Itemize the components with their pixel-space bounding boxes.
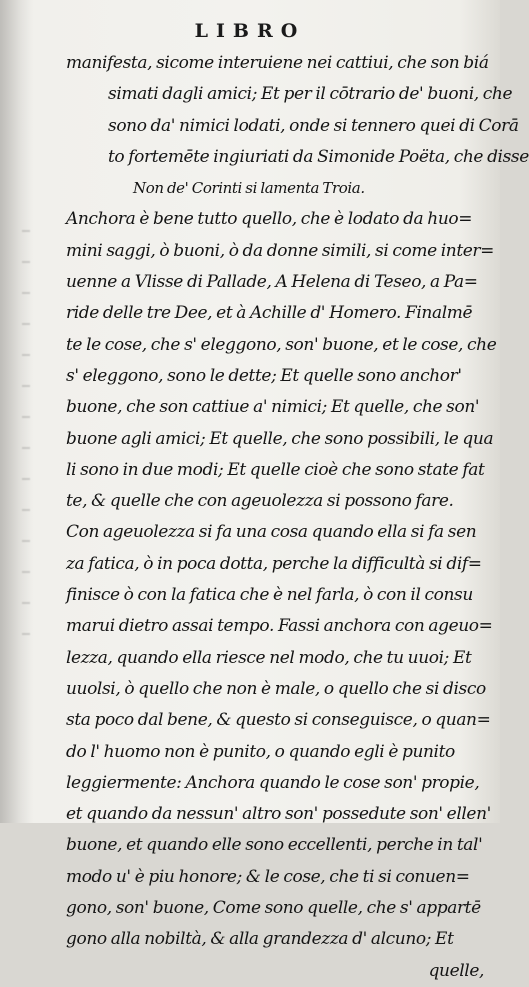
ink-bleed-through <box>22 230 30 660</box>
text-line: modo u' è piu honore; & le cose, che ti si conuen= <box>66 866 470 887</box>
text-line: to fortemēte ingiuriati da Simonide Poëta, che disse <box>108 146 529 167</box>
text-line: gono, son' buone, Come sono quelle, che s' appartē <box>66 898 481 919</box>
running-header: LIBRO <box>194 20 306 42</box>
text-line: uenne a Vlisse di Pallade, A Helena di Teseo, a Pa= <box>66 272 478 293</box>
text-line: leggiermente: Anchora quando le cose son' propie, <box>66 772 480 793</box>
text-line: te le cose, che s' eleggono, son' buone, et le cose, che <box>66 334 497 355</box>
text-line: buone, et quando elle sono eccellenti, perche in tal' <box>66 835 483 856</box>
catchword: quelle, <box>428 960 484 981</box>
text-line: lezza, quando ella riesce nel modo, che tu uuoi; Et <box>66 647 472 668</box>
body-text <box>66 48 529 987</box>
text-line: marui dietro assai tempo. Fassi anchora con ageuo= <box>66 616 493 637</box>
text-line: finisce ò con la fatica che è nel farla, ò con il consu <box>66 585 473 606</box>
text-line: simati dagli amici; Et per il cōtrario de' buoni, che <box>108 84 513 105</box>
text-line: sta poco dal bene, & questo si conseguisce, o quan= <box>66 710 491 731</box>
text-line: et quando da nessun' altro son' possedute son' ellen' <box>66 804 491 825</box>
text-line: za fatica, ò in poca dotta, perche la difficultà si dif= <box>66 553 482 574</box>
text-line: li sono in due modi; Et quelle cioè che sono state fat <box>66 459 485 480</box>
text-line: Con ageuolezza si fa una cosa quando ella si fa sen <box>66 522 477 543</box>
text-line: te, & quelle che con ageuolezza si possono fare. <box>66 491 454 512</box>
text-line: ride delle tre Dee, et à Achille d' Homero. Finalmē <box>66 303 473 324</box>
text-line: manifesta, sicome interuiene nei cattiui, che son biá <box>66 53 489 73</box>
text-line: s' eleggono, sono le dette; Et quelle sono anchor' <box>66 365 462 386</box>
text-line: buone agli amici; Et quelle, che sono possibili, le qua <box>66 428 494 449</box>
text-line: sono da' nimici lodati, onde si tennero quei di Corā <box>108 115 519 136</box>
verse-line: Non de' Corinti si lamenta Troia. <box>133 179 365 198</box>
text-line: Anchora è bene tutto quello, che è lodato da huo= <box>66 209 473 230</box>
text-line: uuolsi, ò quello che non è male, o quello che si disco <box>66 678 486 699</box>
text-line: do l' huomo non è punito, o quando egli è punito <box>66 741 455 762</box>
text-line: mini saggi, ò buoni, ò da donne simili, si come inter= <box>66 240 495 261</box>
text-line: gono alla nobiltà, & alla grandezza d' alcuno; Et <box>66 929 454 950</box>
text-line: buone, che son cattiue a' nimici; Et quelle, che son' <box>66 397 480 418</box>
